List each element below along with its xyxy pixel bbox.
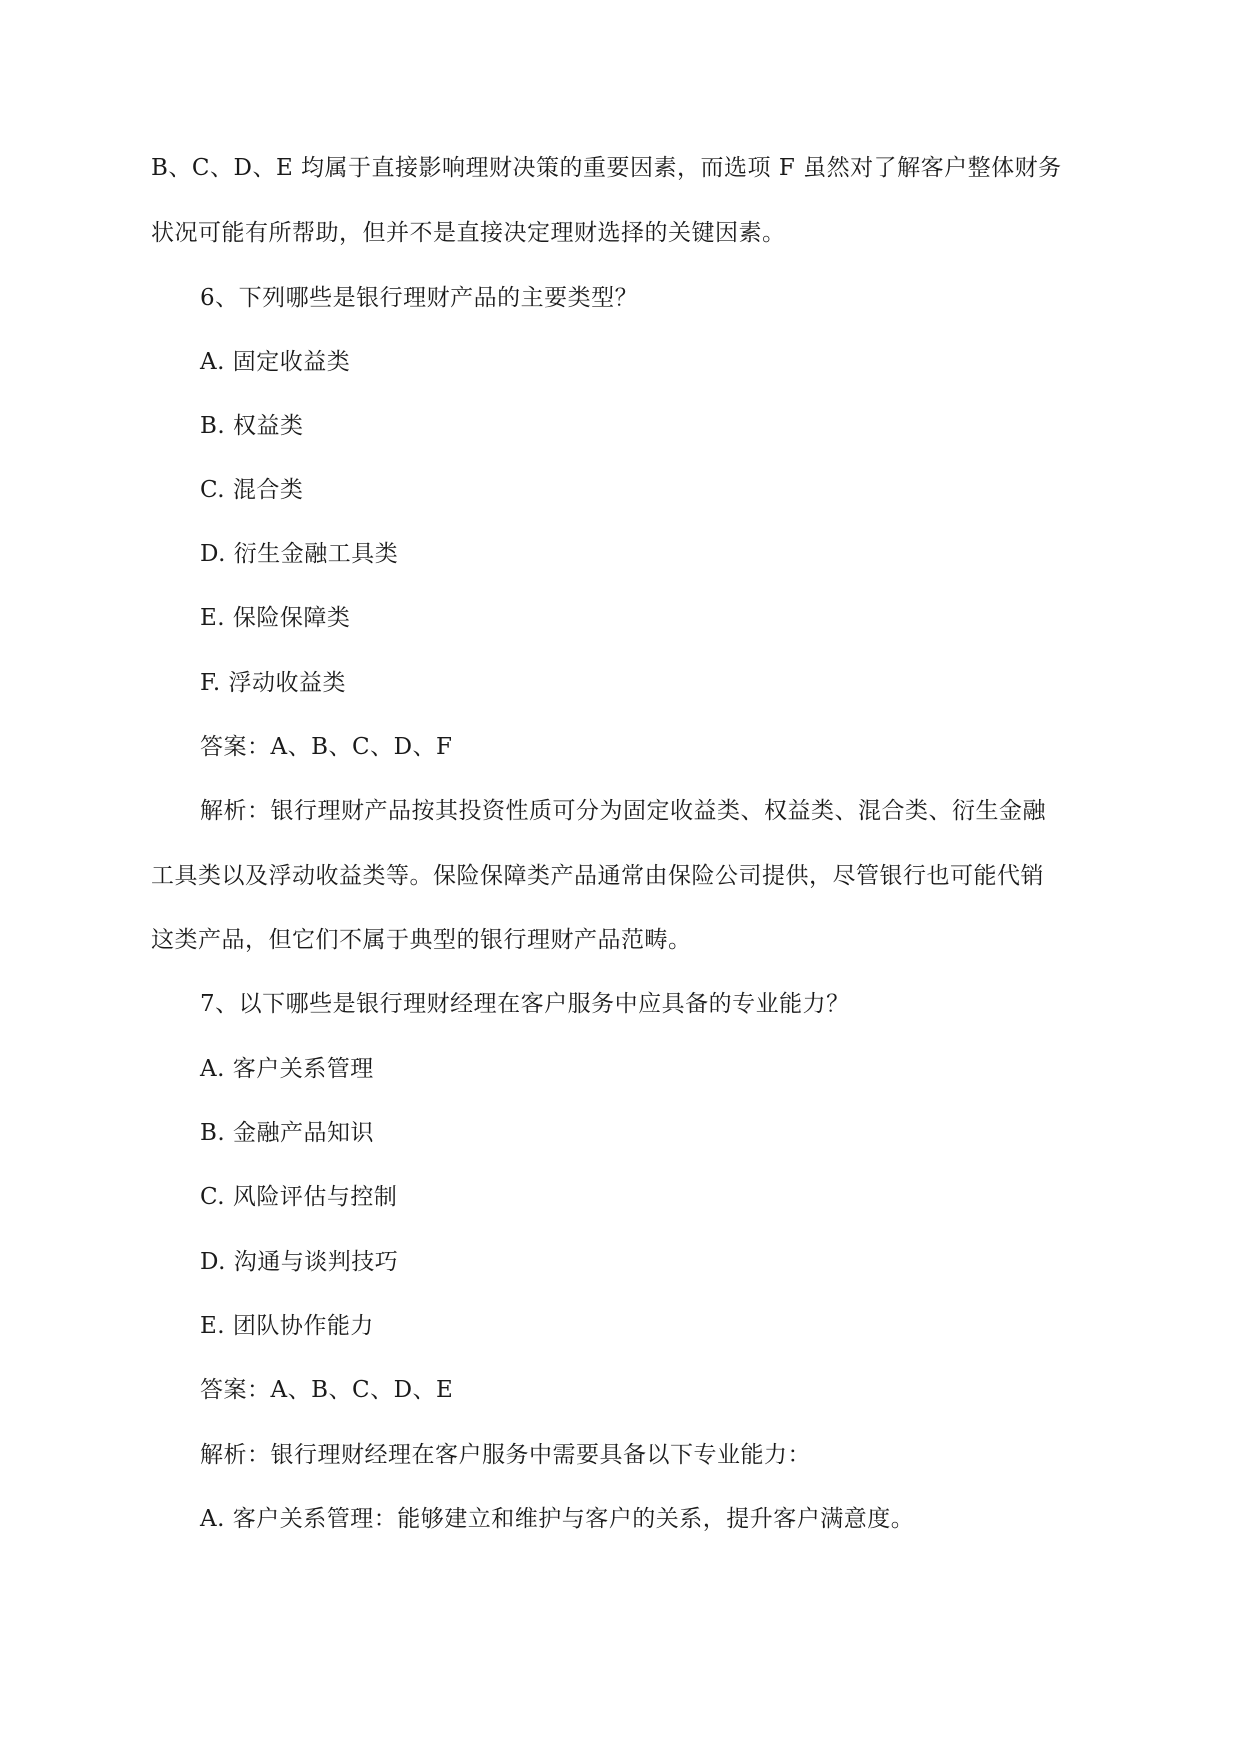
option-b: B. 金融产品知识: [200, 1120, 375, 1146]
option-d: D. 沟通与谈判技巧: [200, 1249, 399, 1275]
answer-6: 答案：A、B、C、D、F: [200, 734, 453, 760]
paragraph-line: B、C、D、E 均属于直接影响理财决策的重要因素，而选项 F 虽然对了解客户整体财务: [151, 155, 1062, 181]
analysis-7-line: 解析：银行理财经理在客户服务中需要具备以下专业能力：: [200, 1442, 811, 1468]
analysis-6-line: 解析：银行理财产品按其投资性质可分为固定收益类、权益类、混合类、衍生金融: [200, 798, 1046, 824]
option-a: A. 固定收益类: [200, 349, 351, 375]
option-c: C. 风险评估与控制: [200, 1184, 398, 1210]
option-b: B. 权益类: [200, 413, 304, 439]
question-6: 6、下列哪些是银行理财产品的主要类型？: [200, 285, 639, 311]
option-e: E. 保险保障类: [200, 605, 351, 631]
option-d: D. 衍生金融工具类: [200, 541, 399, 567]
analysis-7-item-a: A. 客户关系管理：能够建立和维护与客户的关系，提升客户满意度。: [200, 1506, 915, 1532]
question-7: 7、以下哪些是银行理财经理在客户服务中应具备的专业能力？: [200, 991, 850, 1017]
answer-7: 答案：A、B、C、D、E: [200, 1377, 454, 1403]
paragraph-line: 状况可能有所帮助，但并不是直接决定理财选择的关键因素。: [151, 220, 786, 246]
option-c: C. 混合类: [200, 477, 304, 503]
analysis-6-line: 工具类以及浮动收益类等。保险保障类产品通常由保险公司提供，尽管银行也可能代销: [151, 863, 1044, 889]
option-a: A. 客户关系管理: [200, 1056, 374, 1082]
option-f: F. 浮动收益类: [200, 670, 346, 696]
option-e: E. 团队协作能力: [200, 1313, 374, 1339]
analysis-6-line: 这类产品，但它们不属于典型的银行理财产品范畴。: [151, 927, 692, 953]
